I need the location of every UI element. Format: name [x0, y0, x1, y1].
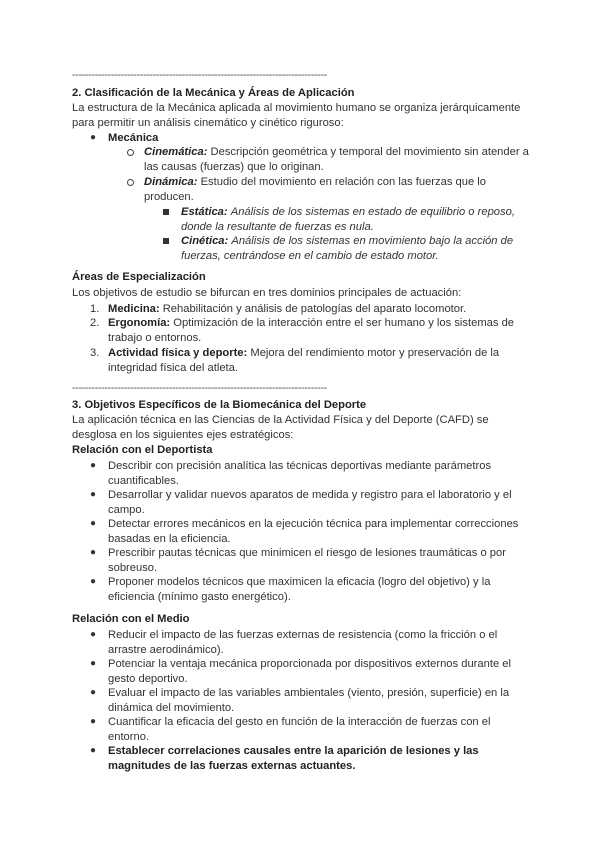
definition: Análisis de los sistemas en estado de equilibrio o reposo,	[230, 206, 515, 218]
list-item: Prescribir pautas técnicas que minimicen el riesgo de lesiones traumáticas o por	[108, 547, 506, 559]
bullet-icon: ●	[90, 687, 97, 698]
subheading-areas: Áreas de Especialización	[72, 271, 206, 283]
circle-bullet-icon	[127, 149, 134, 156]
separator: -------------------------------------------------------------------------------	[72, 69, 327, 81]
paragraph-line: entorno.	[108, 731, 150, 743]
list-item: Describir con precisión analítica las técnicas deportivas mediante parámetros	[108, 460, 492, 472]
paragraph-line: gesto deportivo.	[108, 673, 188, 685]
list-item-mecanica: Mecánica	[108, 132, 159, 144]
paragraph-line: La aplicación técnica en las Ciencias de la Actividad Física y del Deporte (CAFD) se	[72, 414, 489, 426]
definition: Análisis de los sistemas en movimiento bajo la acción de	[231, 235, 514, 247]
square-bullet-icon	[163, 238, 169, 244]
list-item-cinetica	[181, 234, 513, 248]
paragraph-line: integridad física del atleta.	[108, 362, 238, 374]
bullet-icon: ●	[90, 518, 97, 529]
definition: Descripción geométrica y temporal del movimiento sin atender a	[210, 146, 529, 158]
list-item: Proponer modelos técnicos que maximicen la eficacia (logro del objetivo) y la	[108, 576, 491, 588]
bullet-icon: ●	[90, 576, 97, 587]
paragraph-line: producen.	[144, 191, 194, 203]
list-item: Detectar errores mecánicos en la ejecución técnica para implementar correcciones	[108, 518, 519, 530]
subheading-medio: Relación con el Medio	[72, 613, 190, 625]
bullet-icon: ●	[90, 745, 97, 756]
term: Dinámica:	[144, 176, 198, 188]
list-item: Cuantificar la eficacia del gesto en función de la interacción de fuerzas con el	[108, 716, 491, 728]
paragraph-line: sobreuso.	[108, 562, 158, 574]
bullet-icon: ●	[90, 460, 97, 471]
section-2-heading: 2. Clasificación de la Mecánica y Áreas de Aplicación	[72, 87, 355, 99]
list-item-ergonomia	[108, 316, 514, 330]
list-item: Evaluar el impacto de las variables ambientales (viento, presión, superficie) en la	[108, 687, 510, 699]
paragraph-line: las causas (fuerzas) que lo originan.	[144, 161, 324, 173]
bullet-icon: ●	[90, 547, 97, 558]
paragraph-line: para permitir un análisis cinemático y cinético riguroso:	[72, 117, 344, 129]
list-number: 3.	[90, 347, 100, 359]
circle-bullet-icon	[127, 179, 134, 186]
paragraph-line: basadas en la eficiencia.	[108, 533, 231, 545]
definition: Mejora del rendimiento motor y preservación de la	[250, 347, 500, 359]
bullet-icon: ●	[90, 489, 97, 500]
term: Estática:	[181, 206, 228, 218]
list-number: 1.	[90, 303, 100, 315]
paragraph-line: Los objetivos de estudio se bifurcan en tres dominios principales de actuación:	[72, 287, 462, 299]
list-item-dinamica	[144, 175, 486, 189]
list-item: Reducir el impacto de las fuerzas externas de resistencia (como la fricción o el	[108, 629, 498, 641]
term: Medicina:	[108, 303, 160, 315]
list-number: 2.	[90, 317, 100, 329]
term: Ergonomía:	[108, 317, 171, 329]
paragraph-line: eficiencia (mínimo gasto energético).	[108, 591, 291, 603]
bullet-icon: ●	[90, 132, 97, 143]
section-3-heading: 3. Objetivos Específicos de la Biomecánica del Deporte	[72, 399, 367, 411]
bullet-icon: ●	[90, 629, 97, 640]
paragraph-line: arrastre aerodinámico).	[108, 644, 224, 656]
paragraph-line: donde la resultante de fuerzas es nula.	[181, 221, 374, 233]
list-item-bold: Establecer correlaciones causales entre la aparición de lesiones y las	[108, 745, 479, 757]
term: Cinética:	[181, 235, 229, 247]
paragraph-line: campo.	[108, 504, 145, 516]
definition: Optimización de la interacción entre el ser humano y los sistemas de	[173, 317, 515, 329]
list-item: Potenciar la ventaja mecánica proporcionada por dispositivos externos durante el	[108, 658, 511, 670]
paragraph-line: magnitudes de las fuerzas externas actuantes.	[108, 760, 356, 772]
list-item-estatica	[181, 205, 515, 219]
list-item: Desarrollar y validar nuevos aparatos de medida y registro para el laboratorio y el	[108, 489, 512, 501]
paragraph-line: trabajo o entornos.	[108, 332, 202, 344]
list-item-medicina	[108, 302, 466, 316]
definition: Rehabilitación y análisis de patologías del aparato locomotor.	[162, 303, 467, 315]
bullet-icon: ●	[90, 658, 97, 669]
subheading-deportista: Relación con el Deportista	[72, 444, 213, 456]
term: Cinemática:	[144, 146, 208, 158]
paragraph-line: cuantificables.	[108, 475, 179, 487]
list-item-actividad	[108, 346, 499, 360]
definition: Estudio del movimiento en relación con las fuerzas que lo	[200, 176, 487, 188]
paragraph-line: fuerzas, centrándose en el cambio de estado motor.	[181, 250, 439, 262]
term: Actividad física y deporte:	[108, 347, 248, 359]
paragraph-line: La estructura de la Mecánica aplicada al movimiento humano se organiza jerárquicamente	[72, 102, 521, 114]
paragraph-line: dinámica del movimiento.	[108, 702, 235, 714]
square-bullet-icon	[163, 209, 169, 215]
bullet-icon: ●	[90, 716, 97, 727]
separator: -------------------------------------------------------------------------------	[72, 382, 327, 394]
list-item-cinematica	[144, 145, 529, 159]
paragraph-line: desglosa en los siguientes ejes estratégicos:	[72, 429, 294, 441]
